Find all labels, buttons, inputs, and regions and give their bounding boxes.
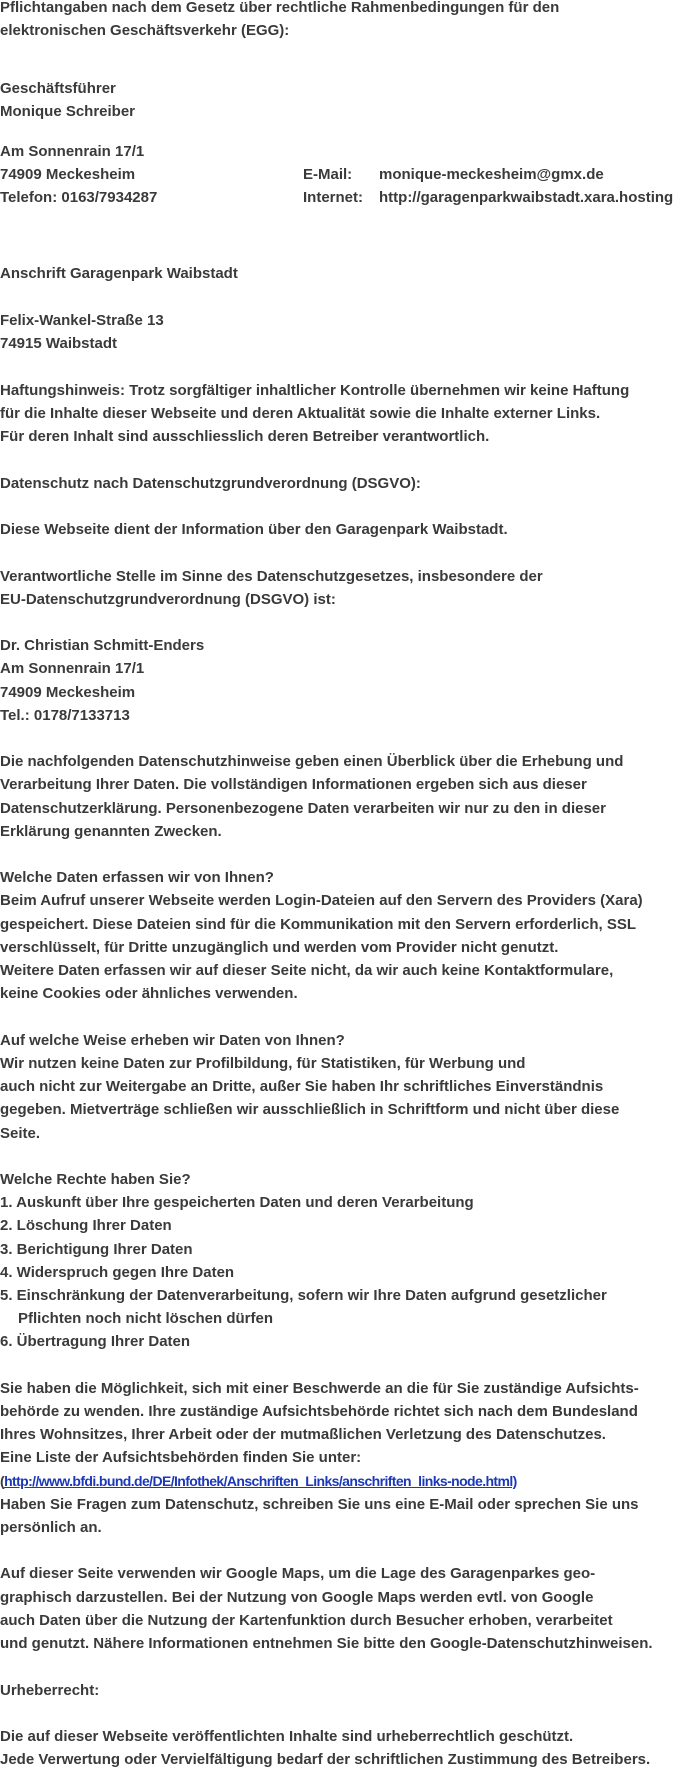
- haftung-line: für die Inhalte dieser Webseite und deren Aktualität sowie die Inhalte externer Links.: [0, 405, 601, 422]
- responsible-line: Verantwortliche Stelle im Sinne des Datenschutzgesetzes, insbesondere der: [0, 568, 543, 585]
- which-data-heading: Welche Daten erfassen wir von Ihnen?: [0, 869, 274, 886]
- intro-line: Pflichtangaben nach dem Gesetz über rechtliche Rahmenbedingungen für den: [0, 0, 560, 16]
- overview-line: Die nachfolgenden Datenschutzhinweise geben einen Überblick über die Erhebung und: [0, 753, 624, 770]
- copyright-line: Die auf dieser Webseite veröffentlichten Inhalte sind urheberrechtlich geschützt.: [0, 1728, 574, 1745]
- how-data-heading: Auf welche Weise erheben wir Daten von Ihnen?: [0, 1032, 345, 1049]
- address-title: Anschrift Garagenpark Waibstadt: [0, 265, 238, 282]
- email-label: E-Mail:: [303, 166, 353, 183]
- complaint-line: Ihres Wohnsitzes, Ihrer Arbeit oder der mutmaßlichen Verletzung des Datenschutzes.: [0, 1426, 606, 1443]
- contact-city: 74909 Meckesheim: [0, 166, 136, 183]
- which-data-line: gespeichert. Diese Dateien sind für die Kommunikation mit den Servern erforderlich, SSL: [0, 916, 636, 933]
- copyright-heading: Urheberrecht:: [0, 1682, 100, 1699]
- rights-heading: Welche Rechte haben Sie?: [0, 1171, 191, 1188]
- how-data-line: Wir nutzen keine Daten zur Profilbildung, für Statistiken, für Werbung und: [0, 1055, 526, 1072]
- rights-item: 4. Widerspruch gegen Ihre Daten: [0, 1264, 235, 1281]
- how-data-line: Seite.: [0, 1125, 41, 1142]
- which-data-line: keine Cookies oder ähnliches verwenden.: [0, 985, 298, 1002]
- questions-line: persönlich an.: [0, 1519, 102, 1536]
- complaint-line: Eine Liste der Aufsichtsbehörden finden Sie unter:: [0, 1449, 362, 1466]
- which-data-line: verschlüsselt, für Dritte unzugänglich und werden vom Provider nicht genutzt.: [0, 939, 559, 956]
- rights-item-continuation: Pflichten noch nicht löschen dürfen: [18, 1310, 274, 1327]
- internet-label: Internet:: [303, 189, 363, 206]
- rights-item: 6. Übertragung Ihrer Daten: [0, 1333, 191, 1350]
- haftung-line: Für deren Inhalt sind ausschliesslich deren Betreiber verantwortlich.: [0, 428, 490, 445]
- contact-name: Monique Schreiber: [0, 103, 136, 120]
- maps-line: graphisch darzustellen. Bei der Nutzung von Google Maps werden evtl. von Google: [0, 1589, 594, 1606]
- responsible-contact-line: 74909 Meckesheim: [0, 684, 136, 701]
- datenschutz-heading: Datenschutz nach Datenschutzgrundverordnung (DSGVO):: [0, 475, 421, 492]
- responsible-contact-line: Tel.: 0178/7133713: [0, 707, 130, 724]
- contact-phone: Telefon: 0163/7934287: [0, 189, 158, 206]
- rights-item: 3. Berichtigung Ihrer Daten: [0, 1241, 193, 1258]
- complaint-line: Sie haben die Möglichkeit, sich mit einer Beschwerde an die für Sie zuständige Aufsichts-: [0, 1380, 639, 1397]
- purpose-text: Diese Webseite dient der Information über den Garagenpark Waibstadt.: [0, 521, 508, 538]
- rights-item: 1. Auskunft über Ihre gespeicherten Daten und deren Verarbeitung: [0, 1194, 474, 1211]
- overview-line: Verarbeitung Ihrer Daten. Die vollständigen Informationen ergeben sich aus dieser: [0, 776, 587, 793]
- internet-value: http://garagenparkwaibstadt.xara.hosting: [379, 189, 674, 206]
- bfdi-link[interactable]: http://www.bfdi.bund.de/DE/Infothek/Anschriften_Links/anschriften_links-node.html): [4, 1473, 517, 1489]
- copyright-line: Jede Verwertung oder Vervielfältigung bedarf der schriftlichen Zustimmung des Betreibers.: [0, 1751, 651, 1768]
- maps-line: auch Daten über die Nutzung der Kartenfunktion durch Besucher erhoben, verarbeitet: [0, 1612, 613, 1629]
- which-data-line: Beim Aufruf unserer Webseite werden Login-Dateien auf den Servern des Providers (Xara): [0, 892, 643, 909]
- overview-line: Erklärung genannten Zwecken.: [0, 823, 222, 840]
- overview-line: Datenschutzerklärung. Personenbezogene Daten verarbeiten wir nur zu den in dieser: [0, 800, 606, 817]
- contact-street: Am Sonnenrain 17/1: [0, 143, 145, 160]
- email-value: monique-meckesheim@gmx.de: [379, 166, 604, 183]
- maps-line: Auf dieser Seite verwenden wir Google Maps, um die Lage des Garagenparkes geo-: [0, 1565, 596, 1582]
- intro-line: elektronischen Geschäftsverkehr (EGG):: [0, 22, 290, 39]
- maps-line: und genutzt. Nähere Informationen entnehmen Sie bitte den Google-Datenschutzhinweisen.: [0, 1635, 653, 1652]
- responsible-contact-line: Dr. Christian Schmitt-Enders: [0, 637, 205, 654]
- responsible-contact-line: Am Sonnenrain 17/1: [0, 660, 145, 677]
- which-data-line: Weitere Daten erfassen wir auf dieser Seite nicht, da wir auch keine Kontaktformulare,: [0, 962, 614, 979]
- rights-item: 5. Einschränkung der Datenverarbeitung, sofern wir Ihre Daten aufgrund gesetzlicher: [0, 1287, 607, 1304]
- complaint-line: behörde zu wenden. Ihre zuständige Aufsichtsbehörde richtet sich nach dem Bundesland: [0, 1403, 638, 1420]
- how-data-line: gegeben. Mietverträge schließen wir ausschließlich in Schriftform und nicht über diese: [0, 1101, 620, 1118]
- contact-role: Geschäftsführer: [0, 80, 116, 97]
- haftung-line: Haftungshinweis: Trotz sorgfältiger inhaltlicher Kontrolle übernehmen wir keine Haftung: [0, 382, 630, 399]
- link-open-paren: (: [0, 1473, 5, 1489]
- questions-line: Haben Sie Fragen zum Datenschutz, schreiben Sie uns eine E-Mail oder sprechen Sie uns: [0, 1496, 639, 1513]
- rights-item: 2. Löschung Ihrer Daten: [0, 1217, 172, 1234]
- responsible-line: EU-Datenschutzgrundverordnung (DSGVO) ist:: [0, 591, 336, 608]
- how-data-line: auch nicht zur Weitergabe an Dritte, außer Sie haben Ihr schriftliches Einverständnis: [0, 1078, 604, 1095]
- address-street: Felix-Wankel-Straße 13: [0, 312, 164, 329]
- complaint-link-line: [0, 1470, 517, 1493]
- address-city: 74915 Waibstadt: [0, 335, 117, 352]
